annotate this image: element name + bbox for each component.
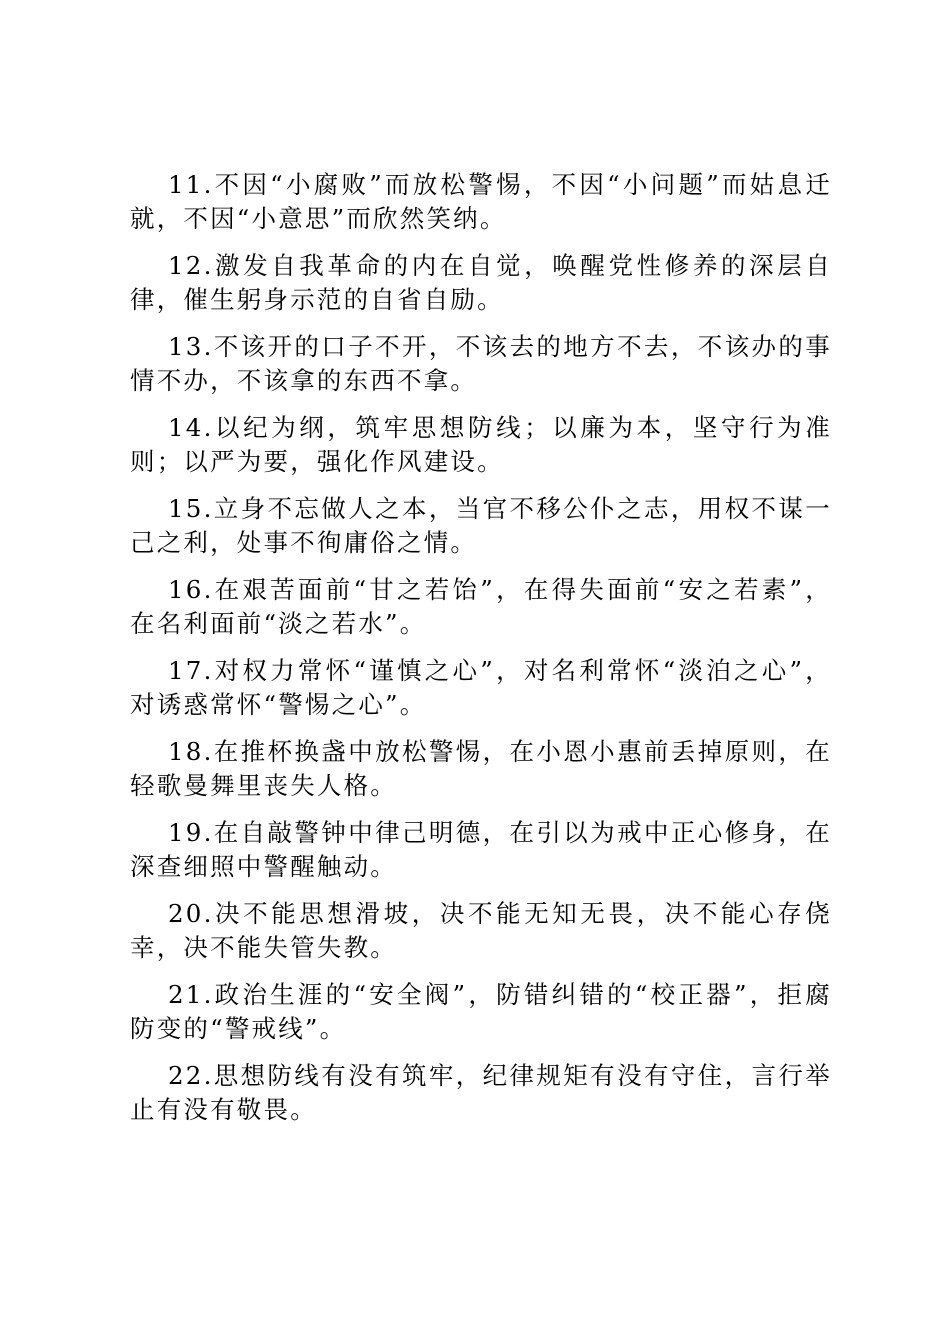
paragraph-13: 13.不该开的口子不开，不该去的地方不去，不该办的事情不办，不该拿的东西不拿。 bbox=[130, 332, 832, 395]
document-body bbox=[130, 168, 832, 1140]
paragraph-12: 12.激发自我革命的内在自觉，唤醒党性修养的深层自律，催生躬身示范的自省自励。 bbox=[130, 251, 832, 314]
paragraph-14: 14.以纪为纲，筑牢思想防线；以廉为本，坚守行为准则；以严为要，强化作风建设。 bbox=[130, 413, 832, 476]
paragraph-21: 21.政治生涯的“安全阀”，防错纠错的“校正器”，拒腐防变的“警戒线”。 bbox=[130, 980, 832, 1043]
paragraph-17: 17.对权力常怀“谨慎之心”，对名利常怀“淡泊之心”，对诱惑常怀“警惕之心”。 bbox=[130, 656, 832, 719]
paragraph-18: 18.在推杯换盏中放松警惕，在小恩小惠前丢掉原则，在轻歌曼舞里丧失人格。 bbox=[130, 737, 832, 800]
paragraph-11: 11.不因“小腐败”而放松警惕，不因“小问题”而姑息迁就，不因“小意思”而欣然笑纳。 bbox=[130, 170, 832, 233]
paragraph-20: 20.决不能思想滑坡，决不能无知无畏，决不能心存侥幸，决不能失管失教。 bbox=[130, 899, 832, 962]
paragraph-15: 15.立身不忘做人之本，当官不移公仆之志，用权不谋一己之利，处事不徇庸俗之情。 bbox=[130, 494, 832, 557]
paragraph-22: 22.思想防线有没有筑牢，纪律规矩有没有守住，言行举止有没有敬畏。 bbox=[130, 1061, 832, 1124]
paragraph-19: 19.在自敲警钟中律己明德，在引以为戒中正心修身，在深查细照中警醒触动。 bbox=[130, 818, 832, 881]
paragraph-16: 16.在艰苦面前“甘之若饴”，在得失面前“安之若素”，在名利面前“淡之若水”。 bbox=[130, 575, 832, 638]
